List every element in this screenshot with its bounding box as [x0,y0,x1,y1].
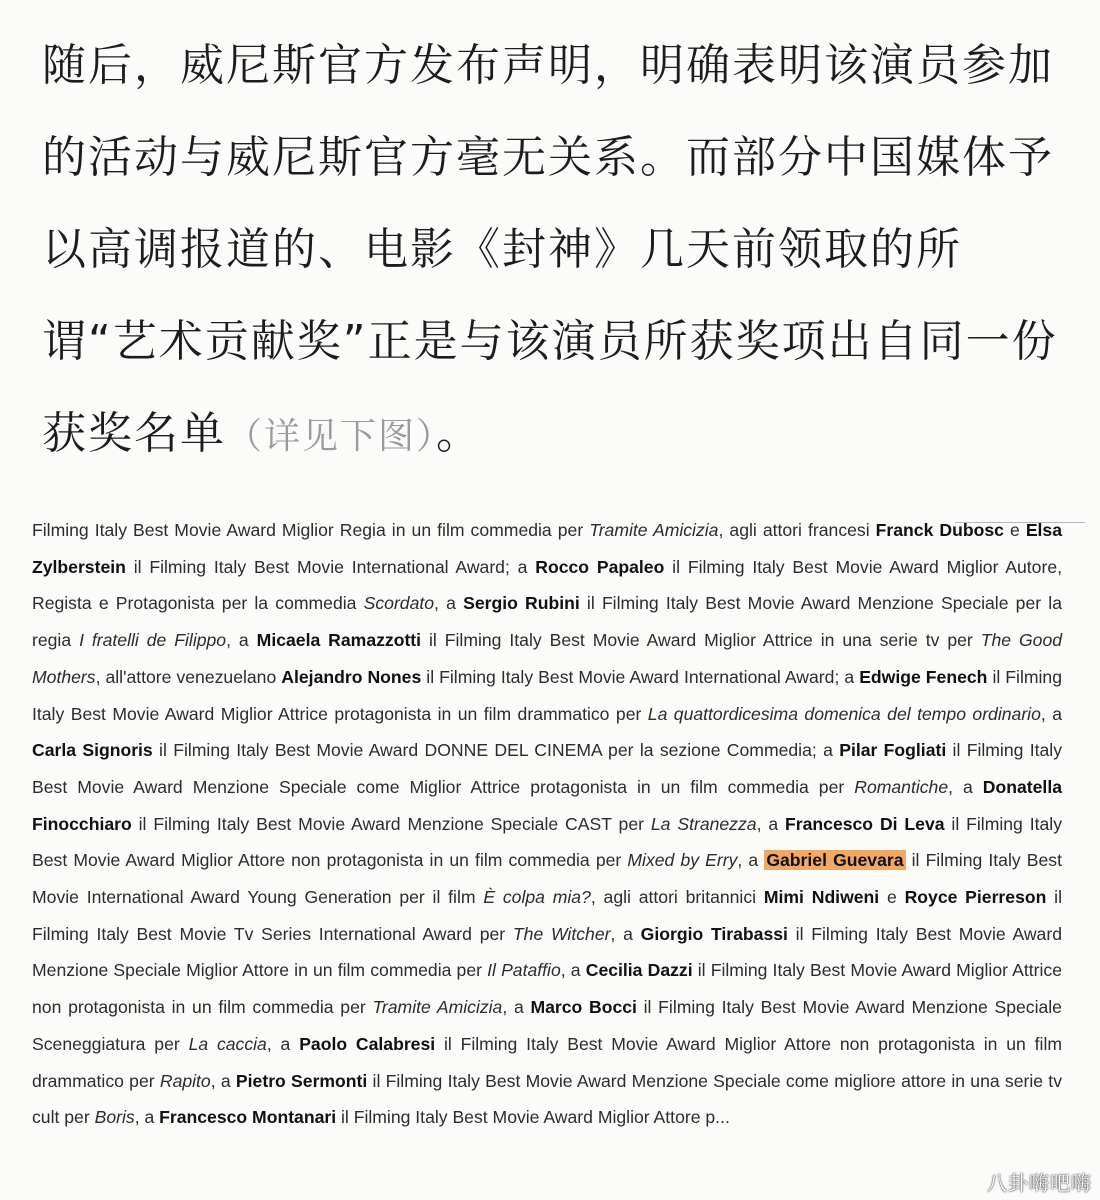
film-title: La Stranezza [650,813,757,834]
award-recipient-name: Pietro Sermonti [235,1070,368,1091]
award-text-segment: il Filming Italy Best Movie Award Miglior Autore, Regista e Protagonista per la commedia [32,556,1062,614]
film-title: Mixed by Erry [627,850,738,871]
highlighted-recipient-name: Gabriel Guevara [766,850,904,871]
award-recipient-name: Francesco Montanari [159,1107,337,1128]
film-title: Rapito [159,1070,211,1091]
award-text-segment: , a [737,850,765,871]
award-text-segment: il Filming Italy Best Movie Award Menzione Speciale come Miglior Attrice protagonista in un film commedia per [32,740,1062,797]
award-list-paragraph [32,512,1062,1136]
intro-text: 随后，威尼斯官方发布声明，明确表明该演员参加的活动与威尼斯官方毫无关系。而部分中国媒体予以高调报道的、电影《封神》几天前领取的所谓“艺术贡献奖”正是与该演员所获奖项出自同一份获奖名单 [42,40,1058,459]
award-recipient-name: Cecilia Dazzi [585,960,693,981]
award-text-segment: il Filming Italy Best Movie Award Menzione Speciale CAST per [131,813,651,834]
award-text-segment: il Filming Italy Best Movie Award Miglior Attrice protagonista in un film drammatico per [32,666,1062,724]
award-text-segment: , a [1040,703,1063,724]
film-title: La caccia [188,1033,267,1054]
film-title: Il Pataffio [487,960,561,981]
film-title: La quattordicesima domenica del tempo ordinario [647,703,1041,724]
award-text-segment: , agli attori britannici [590,887,764,908]
award-recipient-name: Mimi Ndiweni [763,887,880,908]
award-text-segment: e [1003,520,1026,540]
award-text-segment: il Filming Italy Best Movie Award Menzione Speciale come migliore attore in una serie tv cult per [32,1070,1062,1128]
film-title: I fratelli de Filippo [79,630,227,651]
award-text-segment: , a [948,776,983,797]
award-text-segment: il Filming Italy Best Movie Award Menzione Speciale Miglior Attore in un film commedia per [32,923,1062,981]
film-title: È colpa mia? [483,887,591,908]
award-recipient-name: Paolo Calabresi [299,1033,436,1054]
award-text-segment: il Filming Italy Best Movie Award Miglior Attore non protagonista in un film commedia per [32,813,1062,871]
award-text-segment: , a [210,1070,236,1091]
award-text-segment: il Filming Italy Best Movie Award Miglior Attrice in una serie tv per [421,630,981,651]
film-title: Boris [94,1107,135,1128]
award-text-segment: Filming Italy Best Movie Award Miglior Regia in un film commedia per [32,520,590,540]
intro-paragraph [42,20,1072,483]
award-text-segment: , a [134,1107,160,1128]
award-text-segment: il Filming Italy Best Movie Award Miglior Attore non protagonista in un film drammatico per [32,1033,1063,1091]
award-text-segment: il Filming Italy Best Movie Tv Series International Award per [32,887,1062,944]
award-recipient-name: Donatella Finocchiaro [32,776,1062,834]
award-text-segment: il Filming Italy Best Movie Award Menzione Speciale Sceneggiatura per [32,997,1062,1054]
award-text-segment: il Filming Italy Best Movie International Award Young Generation per il film [32,850,1062,908]
award-text-segment: , all'attore venezuelano [95,666,282,687]
intro-end: 。 [436,408,483,459]
watermark: 八卦嗨吧嗨 [987,1171,1092,1195]
award-recipient-name: Carla Signoris [32,740,153,761]
film-title: Tramite Amicizia [589,520,719,540]
see-below-note: （详见下图） [226,416,437,457]
award-recipient-name: Rocco Papaleo [535,556,665,577]
award-recipient-name: Micaela Ramazzotti [256,630,422,651]
award-text-segment: , a [502,997,531,1018]
award-recipient-name: Franck Dubosc [875,520,1004,540]
award-recipient-name: Elsa Zylberstein [32,520,1063,577]
award-recipient-name: Sergio Rubini [463,593,580,614]
film-title: Tramite Amicizia [372,997,503,1018]
award-text-segment: , a [610,923,641,944]
award-text-segment: il Filming Italy Best Movie International Award; a [125,556,536,577]
award-text-segment: , a [434,593,464,614]
award-recipient-name: Alejandro Nones [281,666,422,687]
award-text-segment: , a [756,813,786,834]
award-text-segment: , a [266,1033,300,1054]
film-title: Scordato [363,593,435,614]
award-text-segment: , agli attori francesi [718,520,876,540]
award-text-segment: , a [226,630,257,651]
award-recipient-name: Marco Bocci [530,997,637,1018]
film-title: Romantiche [854,776,949,797]
award-recipient-name: Edwige Fenech [859,666,988,687]
award-text-segment: , a [560,960,586,981]
film-title: The Witcher [512,923,611,944]
award-text-segment: il Filming Italy Best Movie Award International Award; a [421,666,860,687]
award-text-segment: il Filming Italy Best Movie Award Miglior Attrice non protagonista in un film commedia per [32,960,1062,1018]
award-text-segment: il Filming Italy Best Movie Award Miglior Attore p... [336,1107,730,1128]
award-text-segment: il Filming Italy Best Movie Award DONNE DEL CINEMA per la sezione Commedia; a [152,740,840,761]
award-recipient-name: Royce Pierreson [904,887,1047,908]
award-recipient-name: Giorgio Tirabassi [640,923,788,944]
award-text-segment: e [879,887,905,908]
award-text-segment: il Filming Italy Best Movie Award Menzione Speciale per la regia [32,593,1062,651]
award-recipient-name: Pilar Fogliati [839,740,947,761]
film-title: The Good Mothers [32,630,1063,687]
award-recipient-name: Francesco Di Leva [785,813,945,834]
